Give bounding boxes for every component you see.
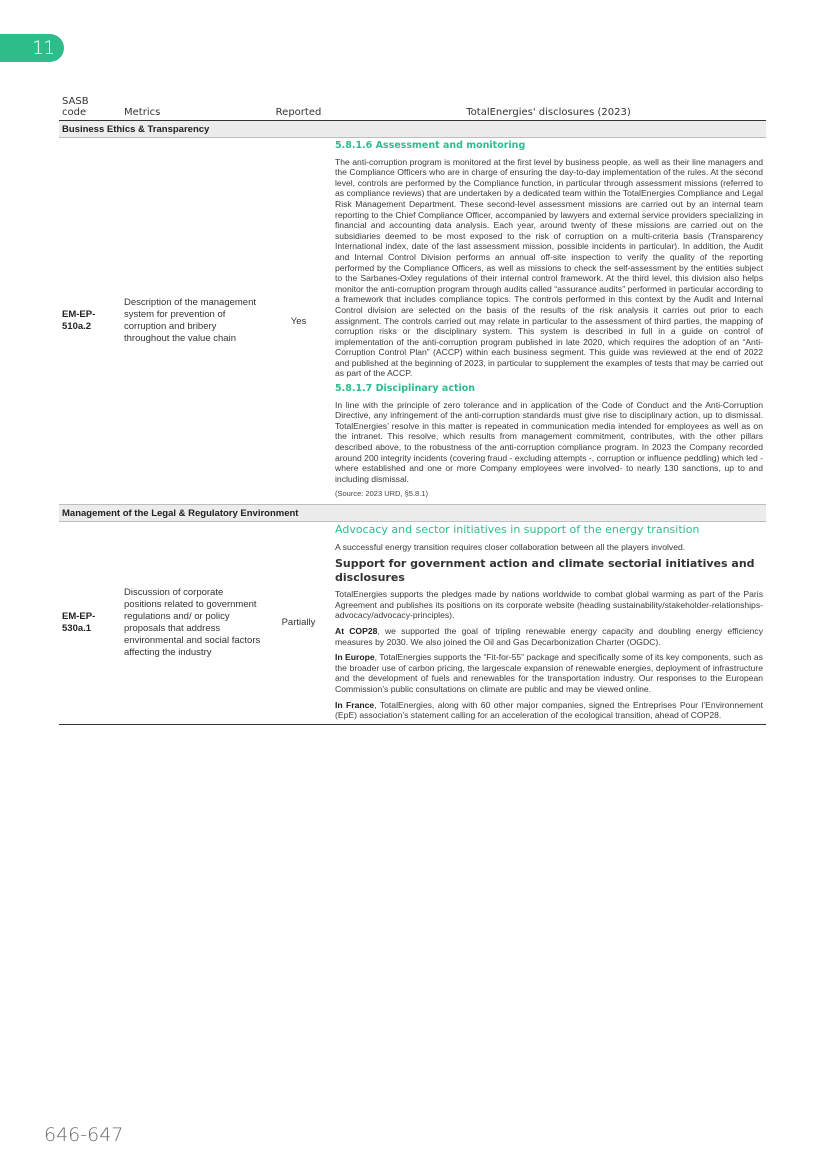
header-reported: Reported	[266, 96, 331, 121]
table-row	[59, 522, 766, 725]
lead-text: In France	[335, 699, 375, 710]
disclosure-paragraph: A successful energy transition requires closer collaboration between all the players involved.	[335, 541, 686, 552]
section-title: Business Ethics & Transparency	[59, 121, 766, 138]
reported-status: Partially	[266, 522, 331, 725]
lead-text: At COP28	[335, 625, 378, 636]
sasb-disclosure-table	[59, 96, 766, 725]
disclosure-paragraph: The anti-corruption program is monitored at the first level by business people, as well as their line managers and the Compliance Officers who are in charge of ensuring the day-to-day implementation of the rules. At the second level, controls are performed by the Compliance function, in particular through assessment missions (referred to as compliance reviews) that are undertaken by a dedicated team within the TotalEnergies Compliance and Legal Risk Management Department. These second-level assessment missions are carried out by an internal team reporting to the Chief Compliance Officer, accompanied by lawyers and external service providers specializing in financial and accounting data analysis. Each year, around twenty of these missions are carried out on the subsidiaries deemed to be most exposed to the risk of corruption on a multi-criteria basis (Transparency International index, date of the last assessment mission, possible incidents in particular). In addition, the Audit and Internal Control Division performs an annual off-site inspection to verify the quality of the reporting performed by the Compliance Officers, as well as missions to check the self-assessment by the entities subject to the Sarbanes-Oxley regulations of their internal control framework. At the third level, this division also helps monitor the anti-corruption program through audits called “assurance audits” performed in particular according to a framework that includes compliance topics. The controls performed in this context by the Audit and Internal Control division are selected on the basis of the results of the risk analysis it carries out prior to each assignment. The controls carried out may relate in particular to the assessment of third parties, the mapping of corruption risks or the disciplinary system. This system is described in full in a guide on control of implementation of the anti-corruption program published in late 2020, which requires the adoption of an “Anti-Corruption Control Plan” (ACCP) within each business segment. This guide was reviewed at the end of 2022 and published at the beginning of 2023, in particular to supplement the examples of tests that may be carried out as part of the ACCP.	[335, 156, 763, 379]
section-title: Management of the Legal & Regulatory Environment	[59, 505, 766, 522]
header-sasb-code: SASB code	[59, 96, 121, 121]
header-metrics: Metrics	[121, 96, 266, 121]
source-note: (Source: 2023 URD, §5.8.1)	[335, 489, 428, 499]
lead-text: In Europe	[335, 652, 375, 663]
disclosure-subheading: Support for government action and climate sectorial initiatives and disclosures	[335, 557, 755, 584]
header-disclosures: TotalEnergies' disclosures (2023)	[331, 96, 766, 121]
section-row	[59, 505, 766, 522]
disclosure-paragraph: TotalEnergies supports the pledges made by nations worldwide to combat global warming as part of the Paris Agreement and publishes its positions on its corporate website (heading sustainability/stakeholder-relationships-advocacy/advocacy-principles).	[335, 589, 763, 621]
disclosure-paragraph: At COP28, we supported the goal of tripling renewable energy capacity and doubling energy efficiency measures by 2030. We also joined the Oil and Gas Decarbonization Charter (OGDC).	[335, 625, 764, 647]
disclosure-paragraph: In line with the principle of zero tolerance and in application of the Code of Conduct and the Anti-Corruption Directive, any infringement of the anti-corruption standards must give rise to disciplinary action, up to dismissal. TotalEnergies’ resolve in this matter is repeated in communication media intended for employees as well as on the intranet. This resolve, which results from management commitment, contributes, with the other pillars described above, to the robustness of the anti-corruption compliance program. In 2023 the Company recorded around 200 integrity incidents (covering fraud - excluding attempts -, corruption or influence peddling) which led -where established and one or more Company employees were involved- to nearly 130 sanctions, up to and including dismissal.	[335, 399, 763, 484]
disclosure-heading: Advocacy and sector initiatives in support of the energy transition	[335, 523, 700, 536]
sasb-code: EM-EP-510a.2	[62, 309, 96, 332]
disclosure-heading: 5.8.1.7 Disciplinary action	[335, 383, 476, 395]
disclosure-paragraph: In France, TotalEnergies, along with 60 other major companies, signed the Entreprises Pour l’Environnement (EpE) association’s statement calling for an acceleration of the ecological transition, ahead of COP28.	[335, 699, 763, 721]
metric-description: Discussion of corporate positions related to government regulations and/ or policy proposals that address environmental and social factors affecting the industry	[121, 522, 266, 725]
page-reference: 646-647	[44, 1124, 124, 1146]
page-number-tab: 11	[0, 34, 64, 62]
table-header-row	[59, 96, 766, 121]
disclosure-heading: 5.8.1.6 Assessment and monitoring	[335, 140, 526, 151]
sasb-code: EM-EP-530a.1	[59, 522, 121, 725]
section-row	[59, 121, 766, 138]
disclosure-paragraph: In Europe, TotalEnergies supports the “Fit-for-55” package and specifically some of its key components, such as the broader use of carbon pricing, the largescale expansion of renewable energies, deployment of infrastructure and the development of fuels and renewables for the transportation industry. Our responses to the European Commission’s public consultations on climate are public and may be viewed online.	[335, 652, 763, 694]
metric-description: Description of the management system for prevention of corruption and bribery throughout the value chain	[124, 297, 257, 344]
disclosure-cell	[331, 138, 766, 505]
disclosure-cell	[331, 522, 766, 725]
reported-status: Yes	[290, 315, 307, 327]
table-row	[59, 138, 766, 505]
